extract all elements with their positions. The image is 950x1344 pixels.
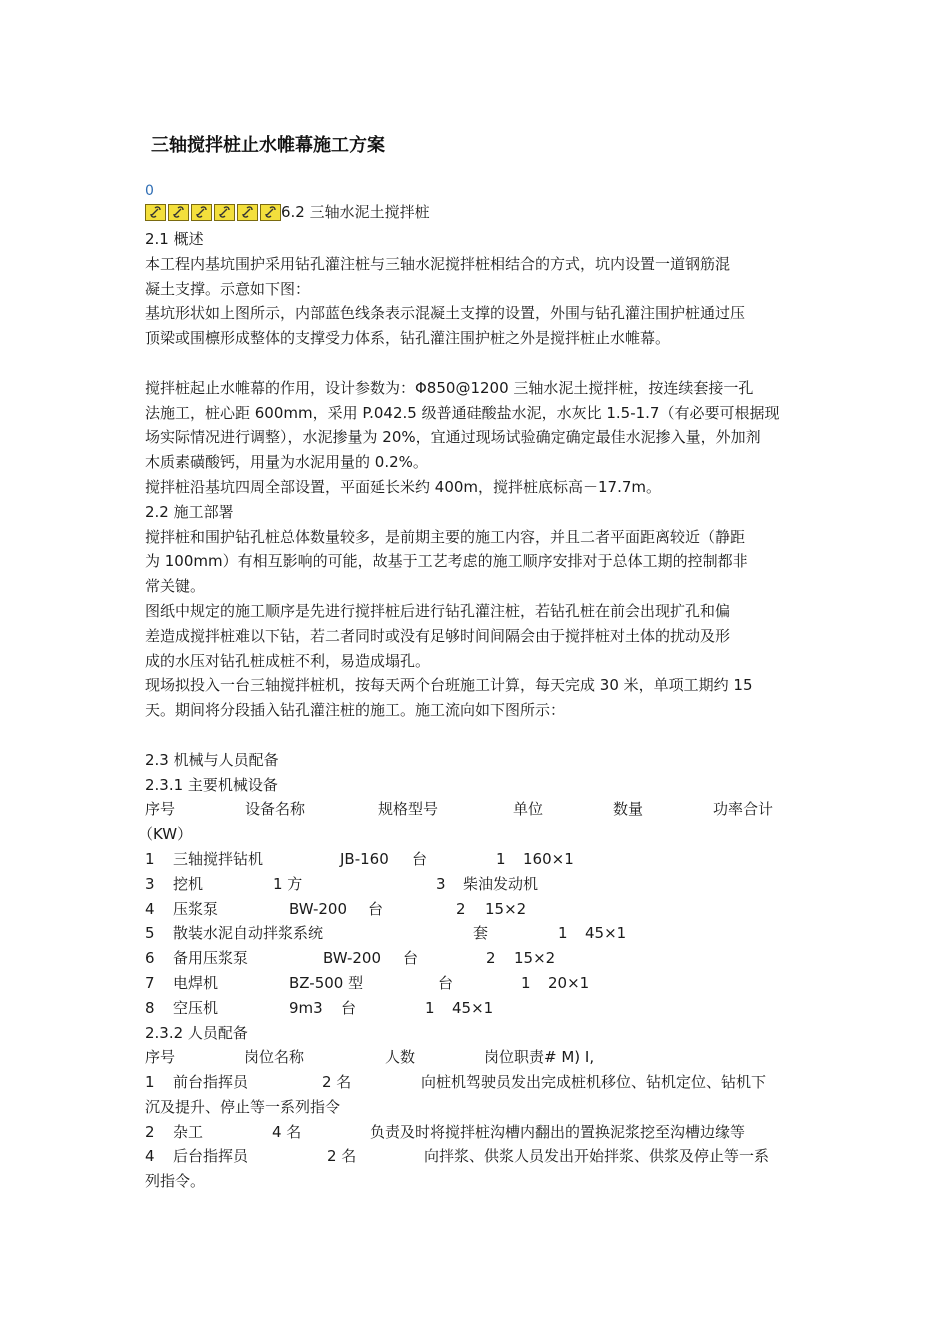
table-cell: 套 (473, 924, 489, 943)
table-row (145, 897, 813, 922)
table-row (145, 1169, 813, 1194)
table-cell: BZ-500 型 (289, 973, 364, 992)
table-cell: 6 (145, 949, 155, 968)
table-cell: 20×1 (548, 973, 590, 992)
table-cell: 空压机 (173, 998, 219, 1017)
table-cell: 4 (145, 899, 155, 918)
table-cell: 台 (412, 849, 428, 868)
table-cell: 台 (368, 899, 384, 918)
section-heading: 2.3 机械与人员配备 (145, 750, 279, 769)
paragraph-line: 差造成搅拌桩难以下钻，若二者同时或没有足够时间间隔会由于搅拌桩对土体的扰动及形 (145, 626, 731, 645)
blank-line (145, 723, 813, 748)
table-cell: 挖机 (173, 874, 204, 893)
table-cell: BW-200 (289, 899, 348, 918)
table-header-cell: 序号 (145, 1048, 176, 1067)
paragraph-line: 法施工，桩心距 600mm，采用 P.042.5 级普通硅酸盐水泥，水灰比 1.5-1.7（有必要可根据现 (145, 403, 780, 422)
table-header-cell: 规格型号 (378, 800, 439, 819)
section-heading: 2.1 概述 (145, 230, 204, 248)
table-cell: 9m3 (289, 998, 323, 1017)
table-header-cell: 设备名称 (245, 800, 306, 819)
table-row (145, 921, 813, 946)
table-cell: 压浆泵 (173, 899, 219, 918)
link-icon[interactable] (191, 204, 212, 221)
table-cell: 1 (521, 973, 531, 992)
table-cell: 1 (145, 849, 155, 868)
section-link-label[interactable]: 6.2 三轴水泥土搅拌桩 (281, 203, 430, 221)
table-cell: 7 (145, 973, 155, 992)
paragraph-line: 成的水压对钻孔桩成桩不利，易造成塌孔。 (145, 651, 431, 670)
anchor-link[interactable]: 0 (145, 183, 154, 199)
section-heading: 2.3.1 主要机械设备 (145, 775, 278, 794)
document-body (138, 227, 813, 1194)
paragraph-line: 搅拌桩沿基坑四周全部设置，平面延长米约 400m，搅拌桩底标高－17.7m。 (145, 477, 662, 496)
table-cell: 45×1 (585, 924, 627, 943)
table-cell: 后台指挥员 (173, 1147, 249, 1166)
section-heading: 2.3.2 人员配备 (145, 1023, 248, 1042)
table-cell: 杂工 (173, 1122, 204, 1141)
link-icon[interactable] (168, 204, 189, 221)
table-cell: 2 名 (327, 1147, 357, 1166)
table-header-cell: 功率合计 (713, 800, 774, 819)
table-header-cell: 岗位职责# M) I, (484, 1048, 595, 1067)
table-cell: 3 (436, 874, 446, 893)
paragraph-line: 本工程内基坑围护采用钻孔灌注桩与三轴水泥搅拌桩相结合的方式，坑内设置一道钢筋混 (145, 254, 731, 273)
table-cell: 2 (456, 899, 466, 918)
table-cell: 前台指挥员 (173, 1073, 249, 1092)
table-header-cell: 单位 (513, 800, 544, 819)
table-header-cell: （KW） (138, 825, 193, 844)
table-row (145, 946, 813, 971)
equipment-table-header (145, 797, 813, 822)
paragraph-line: 搅拌桩起止水帷幕的作用，设计参数为：Φ850@1200 三轴水泥土搅拌桩，按连续套接一孔 (145, 378, 754, 397)
paragraph-line: 天。期间将分段插入钻孔灌注桩的施工。施工流向如下图所示： (145, 701, 566, 720)
paragraph-line: 凝土支撑。示意如下图： (145, 279, 311, 298)
table-cell: 15×2 (485, 899, 527, 918)
table-cell: 台 (341, 998, 357, 1017)
link-icon[interactable] (237, 204, 258, 221)
table-row (145, 971, 813, 996)
table-header-cell: 数量 (613, 800, 644, 819)
table-cell: 负责及时将搅拌桩沟槽内翻出的置换泥浆挖至沟槽边缘等 (370, 1122, 746, 1141)
link-icon[interactable] (145, 204, 166, 221)
paragraph-line: 场实际情况进行调整），水泥掺量为 20%，宜通过现场试验确定确定最佳水泥掺入量，外加剂 (145, 428, 761, 447)
section-heading: 2.2 施工部署 (145, 502, 234, 521)
paragraph-line: 搅拌桩和围护钻孔桩总体数量较多，是前期主要的施工内容，并且二者平面距离较近（静距 (145, 527, 746, 546)
table-row (145, 1144, 813, 1169)
table-cell: 1 (145, 1073, 155, 1092)
table-cell: 160×1 (523, 849, 574, 868)
table-cell: 2 (145, 1122, 155, 1141)
table-row (145, 996, 813, 1021)
paragraph-line: 木质素磺酸钙，用量为水泥用量的 0.2%。 (145, 453, 428, 472)
table-cell: 1 (496, 849, 506, 868)
table-cell: 15×2 (514, 949, 556, 968)
table-cell: 散装水泥自动拌浆系统 (173, 924, 324, 943)
paragraph-line: 顶梁或围檩形成整体的支撑受力体系，钻孔灌注围护桩之外是搅拌桩止水帷幕。 (145, 329, 671, 348)
paragraph-line: 常关键。 (145, 577, 206, 596)
table-cell: 电焊机 (173, 973, 219, 992)
table-cell: 5 (145, 924, 155, 943)
table-cell: BW-200 (323, 949, 382, 968)
table-cell: 台 (403, 949, 419, 968)
table-cell: 柴油发动机 (463, 874, 539, 893)
personnel-table-header (145, 1045, 813, 1070)
table-cell: 4 (145, 1147, 155, 1166)
table-row (145, 847, 813, 872)
table-cell: 2 (486, 949, 496, 968)
table-cell: 向桩机驾驶员发出完成桩机移位、钻机定位、钻机下 (421, 1073, 767, 1092)
table-cell: 8 (145, 998, 155, 1017)
table-cell: 45×1 (452, 998, 494, 1017)
table-cell: 4 名 (272, 1122, 302, 1141)
table-cell: 台 (438, 973, 454, 992)
table-header-cell: 岗位名称 (244, 1048, 305, 1067)
table-row (145, 1120, 813, 1145)
table-row (145, 872, 813, 897)
table-cell: 2 名 (322, 1073, 352, 1092)
document-title: 三轴搅拌桩止水帷幕施工方案 (151, 135, 385, 156)
paragraph-line: 现场拟投入一台三轴搅拌桩机，按每天两个台班施工计算，每天完成 30 米，单项工期约 15 (145, 676, 753, 695)
equipment-table-header-wrap (138, 822, 813, 847)
blank-line (145, 351, 813, 376)
table-cell: 列指令。 (145, 1172, 206, 1191)
table-cell: 1 (558, 924, 568, 943)
table-cell: 1 (425, 998, 435, 1017)
table-cell: 沉及提升、停止等一系列指令 (145, 1097, 341, 1116)
table-cell: 备用压浆泵 (173, 949, 249, 968)
table-header-cell: 人数 (385, 1048, 416, 1067)
table-cell: 1 方 (273, 874, 303, 893)
table-row (145, 1070, 813, 1095)
table-cell: JB-160 (340, 849, 389, 868)
table-row (145, 1095, 813, 1120)
paragraph-line: 基坑形状如上图所示，内部蓝色线条表示混凝土支撑的设置，外围与钻孔灌注围护桩通过压 (145, 304, 746, 323)
paragraph-line: 为 100mm）有相互影响的可能，故基于工艺考虑的施工顺序安排对于总体工期的控制都非 (145, 552, 748, 571)
table-cell: 3 (145, 874, 155, 893)
link-icon[interactable] (260, 204, 281, 221)
table-cell: 三轴搅拌钻机 (173, 849, 264, 868)
toc-icon-row (145, 203, 430, 221)
table-header-cell: 序号 (145, 800, 176, 819)
paragraph-line: 图纸中规定的施工顺序是先进行搅拌桩后进行钻孔灌注桩，若钻孔桩在前会出现扩孔和偏 (145, 601, 731, 620)
table-cell: 向拌浆、供浆人员发出开始拌浆、供浆及停止等一系 (424, 1147, 770, 1166)
link-icon[interactable] (214, 204, 235, 221)
